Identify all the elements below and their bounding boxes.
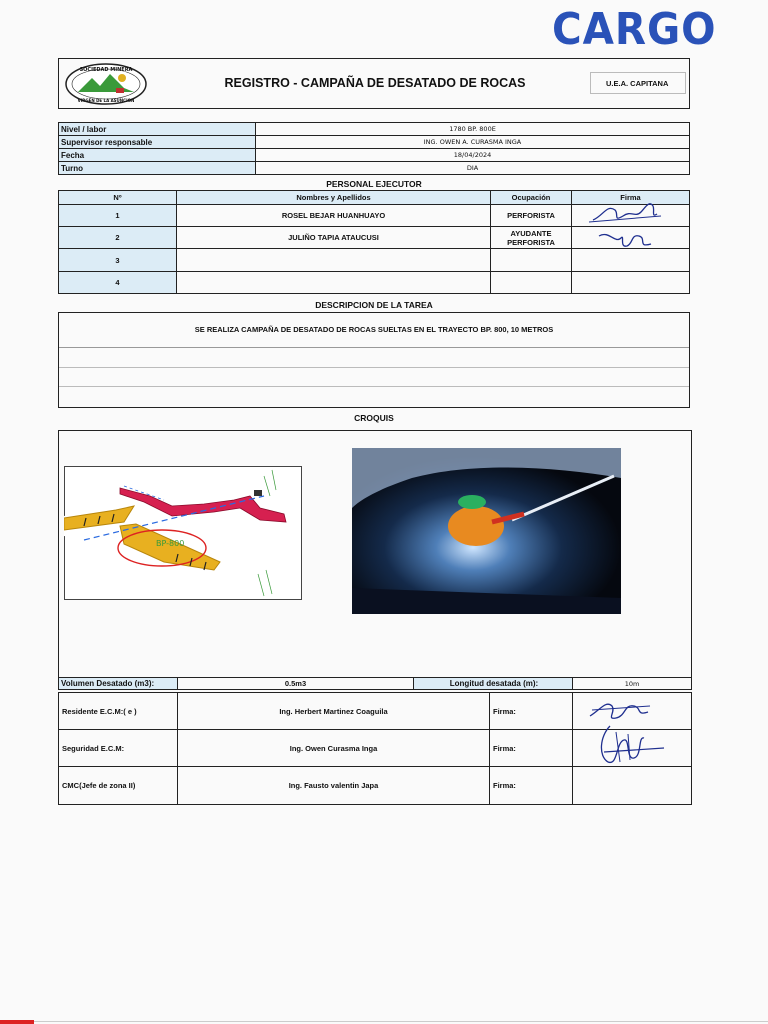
worker-occupation: PERFORISTA — [491, 205, 572, 227]
worker-2-signature — [595, 226, 655, 252]
worker-occupation — [491, 272, 572, 294]
document-title: REGISTRO - CAMPAÑA DE DESATADO DE ROCAS — [224, 76, 526, 90]
bottom-red-mark — [0, 1020, 34, 1024]
col-header-name: Nombres y Apellidos — [177, 191, 491, 205]
row-number: 1 — [59, 205, 177, 227]
row-number: 3 — [59, 249, 177, 272]
volume-value: 0.5m3 — [178, 678, 414, 690]
worker-name: ROSEL BEJAR HUANHUAYO — [177, 205, 491, 227]
info-label: Nivel / labor — [59, 123, 256, 136]
info-label: Supervisor responsable — [59, 136, 256, 149]
svg-text:VIRGEN DE LA ASUNCION: VIRGEN DE LA ASUNCION — [77, 98, 135, 103]
worker-1-signature — [585, 196, 665, 226]
length-value: 10m — [573, 678, 692, 690]
worker-occupation — [491, 249, 572, 272]
svg-text:SOCIEDAD MINERA: SOCIEDAD MINERA — [79, 67, 133, 73]
bottom-edge-line — [34, 1021, 768, 1022]
signoff-name: Ing. Herbert Martinez Coaguila — [178, 693, 490, 730]
info-label: Fecha — [59, 149, 256, 162]
uea-label: U.E.A. CAPITANA — [590, 72, 686, 94]
worker-name: JULIÑO TAPIA ATAUCUSI — [177, 227, 491, 249]
info-label: Turno — [59, 162, 256, 175]
info-value: 1780 BP. 800E — [256, 123, 690, 136]
summary-table — [58, 677, 692, 690]
signoff-firma-label: Firma: — [490, 693, 573, 730]
task-section-title: DESCRIPCION DE LA TAREA — [315, 300, 433, 310]
croquis-map — [64, 466, 302, 600]
seguridad-signature — [594, 722, 666, 768]
length-label: Longitud desatada (m): — [414, 678, 573, 690]
worker-name — [177, 272, 491, 294]
info-table — [58, 122, 690, 175]
croquis-section-title: CROQUIS — [354, 413, 394, 423]
info-value: ING. OWEN A. CURASMA INGA — [256, 136, 690, 149]
task-description: SE REALIZA CAMPAÑA DE DESATADO DE ROCAS SUELTAS EN EL TRAYECTO BP. 800, 10 METROS — [194, 325, 554, 334]
info-value: 18/04/2024 — [256, 149, 690, 162]
company-logo — [64, 62, 148, 106]
info-value: DIA — [256, 162, 690, 175]
signoff-signature-cell — [573, 767, 692, 805]
volume-label: Volumen Desatado (m3): — [59, 678, 178, 690]
signoff-name: Ing. Fausto valentin Japa — [178, 767, 490, 805]
personal-section-title: PERSONAL EJECUTOR — [326, 179, 422, 189]
col-header-number: Nº — [59, 191, 177, 205]
signoff-role: Residente E.C.M:( e ) — [59, 693, 178, 730]
signoff-firma-label: Firma: — [490, 730, 573, 767]
signoff-role: Seguridad E.C.M: — [59, 730, 178, 767]
signoff-name: Ing. Owen Curasma Inga — [178, 730, 490, 767]
col-header-signature: Firma — [572, 191, 690, 205]
worker-signature-cell — [572, 272, 690, 294]
map-label: BP-800 — [156, 539, 185, 548]
worker-name — [177, 249, 491, 272]
cargo-stamp: CARGO — [552, 4, 717, 55]
signoff-role: CMC(Jefe de zona II) — [59, 767, 178, 805]
signoff-firma-label: Firma: — [490, 767, 573, 805]
worker-photo — [352, 448, 621, 614]
row-number: 2 — [59, 227, 177, 249]
row-number: 4 — [59, 272, 177, 294]
col-header-occupation: Ocupación — [491, 191, 572, 205]
worker-occupation: AYUDANTE PERFORISTA — [491, 227, 572, 249]
task-box — [58, 312, 690, 408]
